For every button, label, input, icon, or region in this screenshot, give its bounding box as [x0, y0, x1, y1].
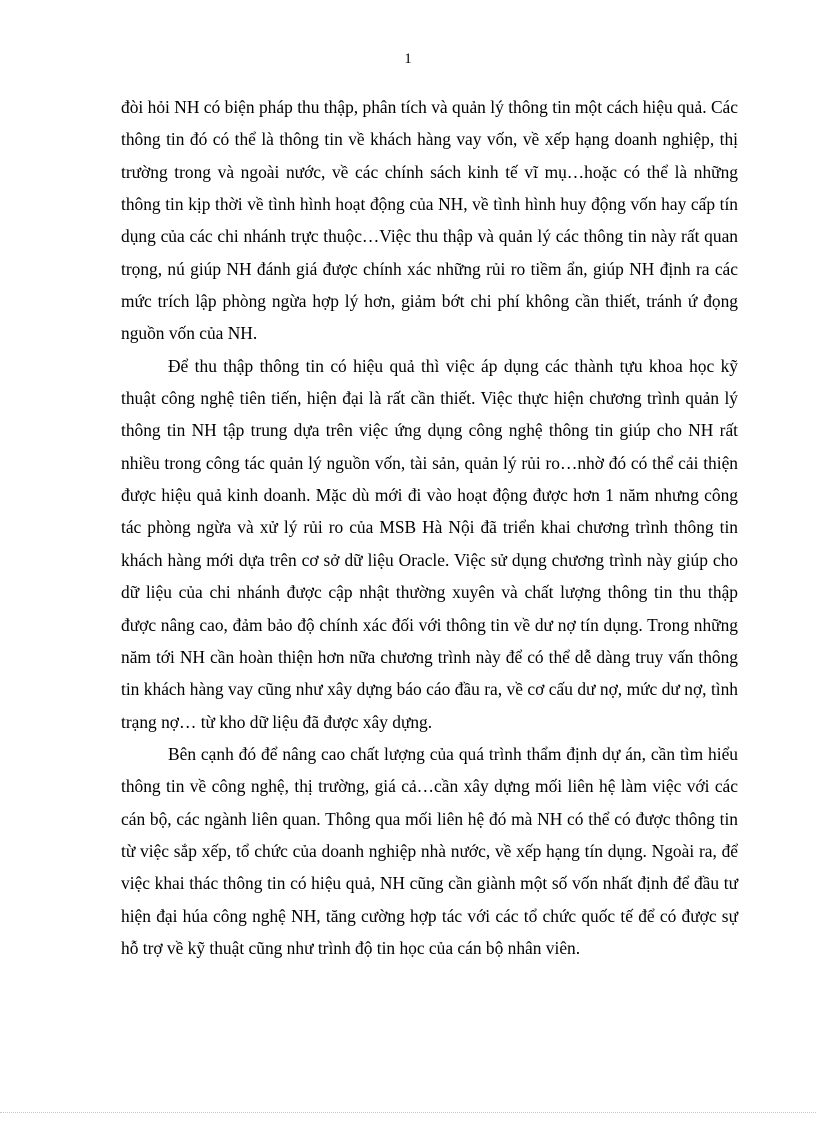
- page-number: 1: [404, 51, 412, 67]
- page-bottom-rule: [0, 1112, 816, 1113]
- paragraph-2: Để thu thập thông tin có hiệu quả thì việc áp dụng các thành tựu khoa học kỹ thuật công nghệ tiên tiến, hiện đại là rất cần thiết. Việc thực hiện chương trình quản lý thông tin NH tập trung dựa trên việc ứng dụng công nghệ thông tin giúp cho NH rất nhiều trong công tác quản lý nguồn vốn, tài sản, quản lý rủi ro…nhờ đó có thể cải thiện được hiệu quả kinh doanh. Mặc dù mới đi vào hoạt động được hơn 1 năm nhưng công tác phòng ngừa và xử lý rủi ro của MSB Hà Nội đã triển khai chương trình thông tin khách hàng mới dựa trên cơ sở dữ liệu Oracle. Việc sử dụng chương trình này giúp cho dữ liệu của chi nhánh được cập nhật thường xuyên và chất lượng thông tin thu thập được nâng cao, đảm bảo độ chính xác đối với thông tin về dư nợ tín dụng. Trong những năm tới NH cần hoàn thiện hơn nữa chương trình này để có thể dễ dàng truy vấn thông tin khách hàng vay cũng như xây dựng báo cáo đầu ra, về cơ cấu dư nợ, mức dư nợ, tình trạng nợ… từ kho dữ liệu đã được xây dựng.: [121, 355, 738, 732]
- paragraph-3: Bên cạnh đó để nâng cao chất lượng của quá trình thẩm định dự án, cần tìm hiểu thông tin về công nghệ, thị trường, giá cả…cần xây dựng mối liên hệ làm việc với các cán bộ, các ngành liên quan. Thông qua mối liên hệ đó mà NH có thể có được thông tin từ việc sắp xếp, tổ chức của doanh nghiệp nhà nước, về xếp hạng tín dụng. Ngoài ra, để việc khai thác thông tin có hiệu quả, NH cũng cần giành một số vốn nhất định để đầu tư hiện đại húa công nghệ NH, tăng cường hợp tác với các tổ chức quốc tế để có được sự hỗ trợ về kỹ thuật cũng như trình độ tin học của cán bộ nhân viên.: [121, 743, 738, 958]
- paragraph-1: đòi hỏi NH có biện pháp thu thập, phân tích và quản lý thông tin một cách hiệu quả. Các thông tin đó có thể là thông tin về khách hàng vay vốn, về xếp hạng doanh nghiệp, thị trường trong và ngoài nước, về các chính sách kinh tế vĩ mụ…hoặc có thể là những thông tin kịp thời về tình hình hoạt động của NH, về tình hình huy động vốn hay cấp tín dụng của các chi nhánh trực thuộc…Việc thu thập và quản lý các thông tin này rất quan trọng, nú giúp NH đánh giá được chính xác những rủi ro tiềm ẩn, giúp NH định ra các mức trích lập phòng ngừa hợp lý hơn, giảm bớt chi phí không cần thiết, tránh ứ đọng nguồn vốn của NH.: [121, 97, 738, 344]
- body-text: [121, 91, 738, 964]
